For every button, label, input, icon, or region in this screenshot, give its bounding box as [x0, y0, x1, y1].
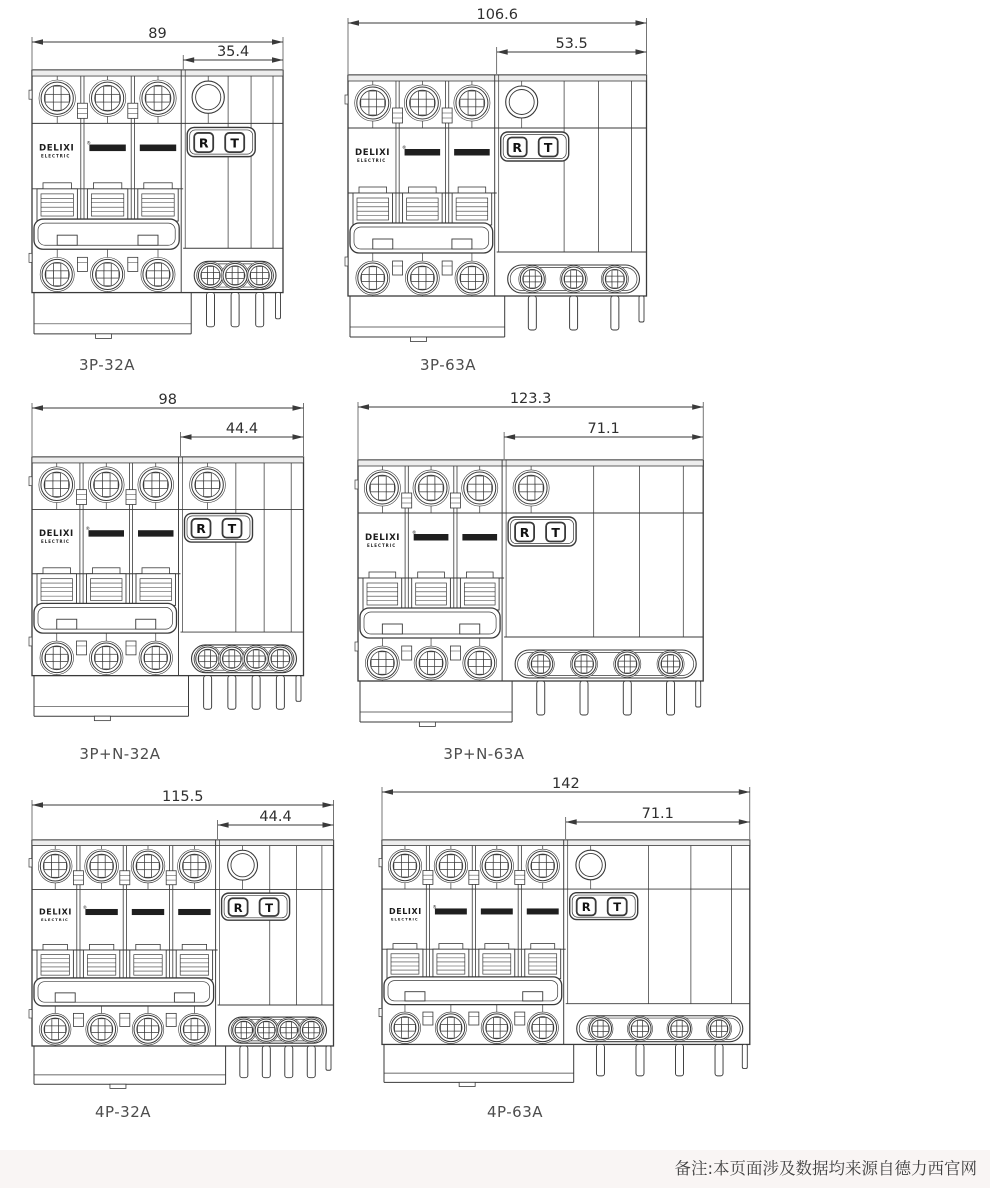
pole-face-bar — [462, 534, 497, 541]
brand-logo: DELIXI — [39, 529, 74, 540]
figure-label: 4P-63A — [486, 1103, 544, 1121]
wire-clamp — [77, 257, 87, 271]
wire-clamp — [73, 1013, 83, 1026]
din-clip-tab — [96, 334, 112, 339]
top-rail-strip — [32, 840, 334, 846]
dim-right-value: 35.4 — [216, 44, 250, 60]
wire-clamp — [515, 1012, 525, 1025]
pole-face-bar — [140, 145, 176, 152]
breaker-drawing-3pn-32a — [18, 387, 318, 723]
brand-logo: DELIXI — [365, 533, 401, 543]
pole-face-bar — [481, 908, 513, 914]
breaker-drawing-4p-63a — [368, 770, 764, 1088]
connector-pin — [570, 296, 578, 330]
handle-latch — [138, 235, 158, 245]
wire-clamp — [423, 871, 433, 885]
handle-latch — [373, 239, 393, 249]
connector-pin — [326, 1046, 331, 1070]
connector-pin — [696, 681, 701, 707]
connector-pin — [307, 1046, 315, 1078]
connector-pin — [742, 1044, 747, 1068]
reset-button-label: R — [581, 900, 591, 915]
wire-clamp — [393, 108, 403, 123]
handle-latch — [57, 235, 77, 245]
wire-clamp — [120, 871, 130, 885]
test-button-label: T — [543, 140, 553, 155]
wire-clamp — [450, 493, 460, 508]
connector-pin — [207, 293, 215, 327]
reset-button-label: R — [196, 522, 206, 537]
connector-pin — [262, 1046, 270, 1078]
reset-button-label: R — [512, 140, 523, 155]
dim-right-value: 53.5 — [555, 36, 588, 52]
connector-pin — [296, 676, 301, 702]
handle-latch — [174, 993, 194, 1002]
breaker-drawing-3p-63a — [334, 5, 661, 343]
pole-face-bar — [454, 149, 490, 156]
brand-logo: DELIXI — [355, 148, 391, 158]
connector-pin — [240, 1046, 248, 1078]
wire-clamp — [166, 1013, 176, 1026]
connector-pin — [623, 681, 631, 715]
pole-face-bar — [178, 909, 210, 915]
din-clip-tab — [94, 716, 110, 720]
connector-pin — [231, 293, 239, 327]
din-clip-tab — [110, 1084, 126, 1088]
connector-pin — [285, 1046, 293, 1078]
handle-latch — [523, 992, 543, 1001]
wire-clamp — [442, 261, 452, 275]
brand-logo: DELIXI — [39, 143, 75, 154]
reset-button-label: R — [233, 900, 243, 915]
wire-clamp — [120, 1013, 130, 1026]
figure-label: 3P+N-32A — [79, 745, 161, 763]
pole-face-bar — [414, 534, 449, 541]
connector-pin — [636, 1044, 644, 1075]
pole-face-bar — [89, 145, 125, 152]
wire-clamp — [450, 646, 460, 660]
wire-clamp — [128, 103, 138, 118]
test-button-label: T — [265, 900, 274, 915]
connector-pin — [256, 293, 264, 327]
wire-clamp — [166, 871, 176, 885]
footer-note: 备注:本页面涉及数据均来源自德力西官网 — [674, 1159, 977, 1178]
reset-button-label: R — [519, 525, 530, 540]
wire-clamp — [77, 490, 87, 505]
brand-logo: DELIXI — [39, 907, 72, 917]
wire-clamp — [515, 871, 525, 885]
dim-total-value: 106.6 — [476, 7, 519, 23]
wire-clamp — [469, 871, 479, 885]
din-clip-tab — [419, 722, 435, 727]
connector-pin — [276, 676, 284, 710]
dim-total-value: 123.3 — [509, 391, 552, 407]
top-rail-strip — [382, 840, 750, 846]
connector-pin — [204, 676, 212, 710]
connector-pin — [228, 676, 236, 710]
din-clip-tab — [410, 337, 426, 342]
breaker-drawing-3pn-63a — [344, 390, 718, 728]
wire-clamp — [128, 257, 138, 271]
brand-logo-sub: ELECTRIC — [41, 539, 70, 545]
dim-right-value: 44.4 — [225, 421, 259, 437]
figure-label: 3P-32A — [78, 356, 136, 374]
wire-clamp — [423, 1012, 433, 1025]
brand-logo: DELIXI — [389, 907, 422, 916]
handle-latch — [57, 619, 77, 629]
registered-mark: ® — [432, 904, 437, 910]
connector-pin — [528, 296, 536, 330]
top-rail-strip — [32, 457, 304, 463]
pole-face-bar — [435, 908, 467, 914]
reset-button-label: R — [198, 135, 209, 151]
handle-latch — [136, 619, 156, 629]
connector-pin — [611, 296, 619, 330]
brand-logo-sub: ELECTRIC — [367, 543, 397, 548]
registered-mark: ® — [86, 141, 91, 147]
registered-mark: ® — [82, 904, 87, 910]
connector-pin — [596, 1044, 604, 1075]
dim-total-value: 89 — [148, 26, 167, 42]
wire-clamp — [126, 641, 136, 655]
connector-pin — [667, 681, 675, 715]
top-rail-strip — [348, 75, 647, 81]
dim-total-value: 142 — [552, 776, 580, 792]
dim-total-value: 98 — [158, 392, 177, 408]
brand-logo-sub: ELECTRIC — [41, 918, 69, 923]
registered-mark: ® — [85, 527, 90, 533]
pole-face-bar — [85, 909, 117, 915]
dim-total-value: 115.5 — [161, 789, 204, 805]
pole-face-bar — [89, 530, 125, 536]
wire-clamp — [469, 1012, 479, 1025]
dim-right-value: 71.1 — [641, 806, 674, 822]
wire-clamp — [126, 490, 136, 505]
handle-latch — [460, 624, 480, 634]
dim-right-value: 71.1 — [587, 421, 620, 437]
wire-clamp — [402, 646, 412, 660]
pole-face-bar — [527, 908, 559, 914]
dim-right-value: 44.4 — [259, 809, 292, 825]
connector-pin — [252, 676, 260, 710]
handle-latch — [382, 624, 402, 634]
wire-clamp — [77, 641, 87, 655]
handle-latch — [55, 993, 75, 1002]
test-button-label: T — [227, 522, 237, 537]
connector-pin — [537, 681, 545, 715]
top-rail-strip — [32, 70, 283, 76]
breaker-drawing-3p-32a — [18, 0, 297, 340]
brand-logo-sub: ELECTRIC — [357, 158, 387, 163]
connector-pin — [580, 681, 588, 715]
brand-logo-sub: ELECTRIC — [41, 153, 71, 159]
figure-label: 4P-32A — [94, 1103, 152, 1121]
registered-mark: ® — [402, 146, 407, 151]
figure-label: 3P-63A — [419, 356, 477, 374]
breaker-drawing-4p-32a — [18, 770, 348, 1090]
connector-pin — [676, 1044, 684, 1075]
test-button-label: T — [551, 525, 560, 540]
registered-mark: ® — [412, 531, 417, 536]
pole-face-bar — [138, 530, 174, 536]
wire-clamp — [442, 108, 452, 123]
wire-clamp — [77, 103, 87, 118]
wire-clamp — [73, 871, 83, 885]
connector-pin — [639, 296, 644, 322]
wire-clamp — [393, 261, 403, 275]
pole-face-bar — [405, 149, 441, 156]
handle-latch — [452, 239, 472, 249]
connector-pin — [276, 293, 281, 319]
top-rail-strip — [358, 460, 703, 466]
test-button-label: T — [230, 135, 239, 151]
connector-pin — [715, 1044, 723, 1075]
din-clip-tab — [459, 1082, 475, 1086]
pole-face-bar — [132, 909, 164, 915]
handle-latch — [405, 992, 425, 1001]
wire-clamp — [402, 493, 412, 508]
brand-logo-sub: ELECTRIC — [391, 917, 419, 922]
figure-label: 3P+N-63A — [443, 745, 525, 763]
test-button-label: T — [613, 900, 622, 915]
